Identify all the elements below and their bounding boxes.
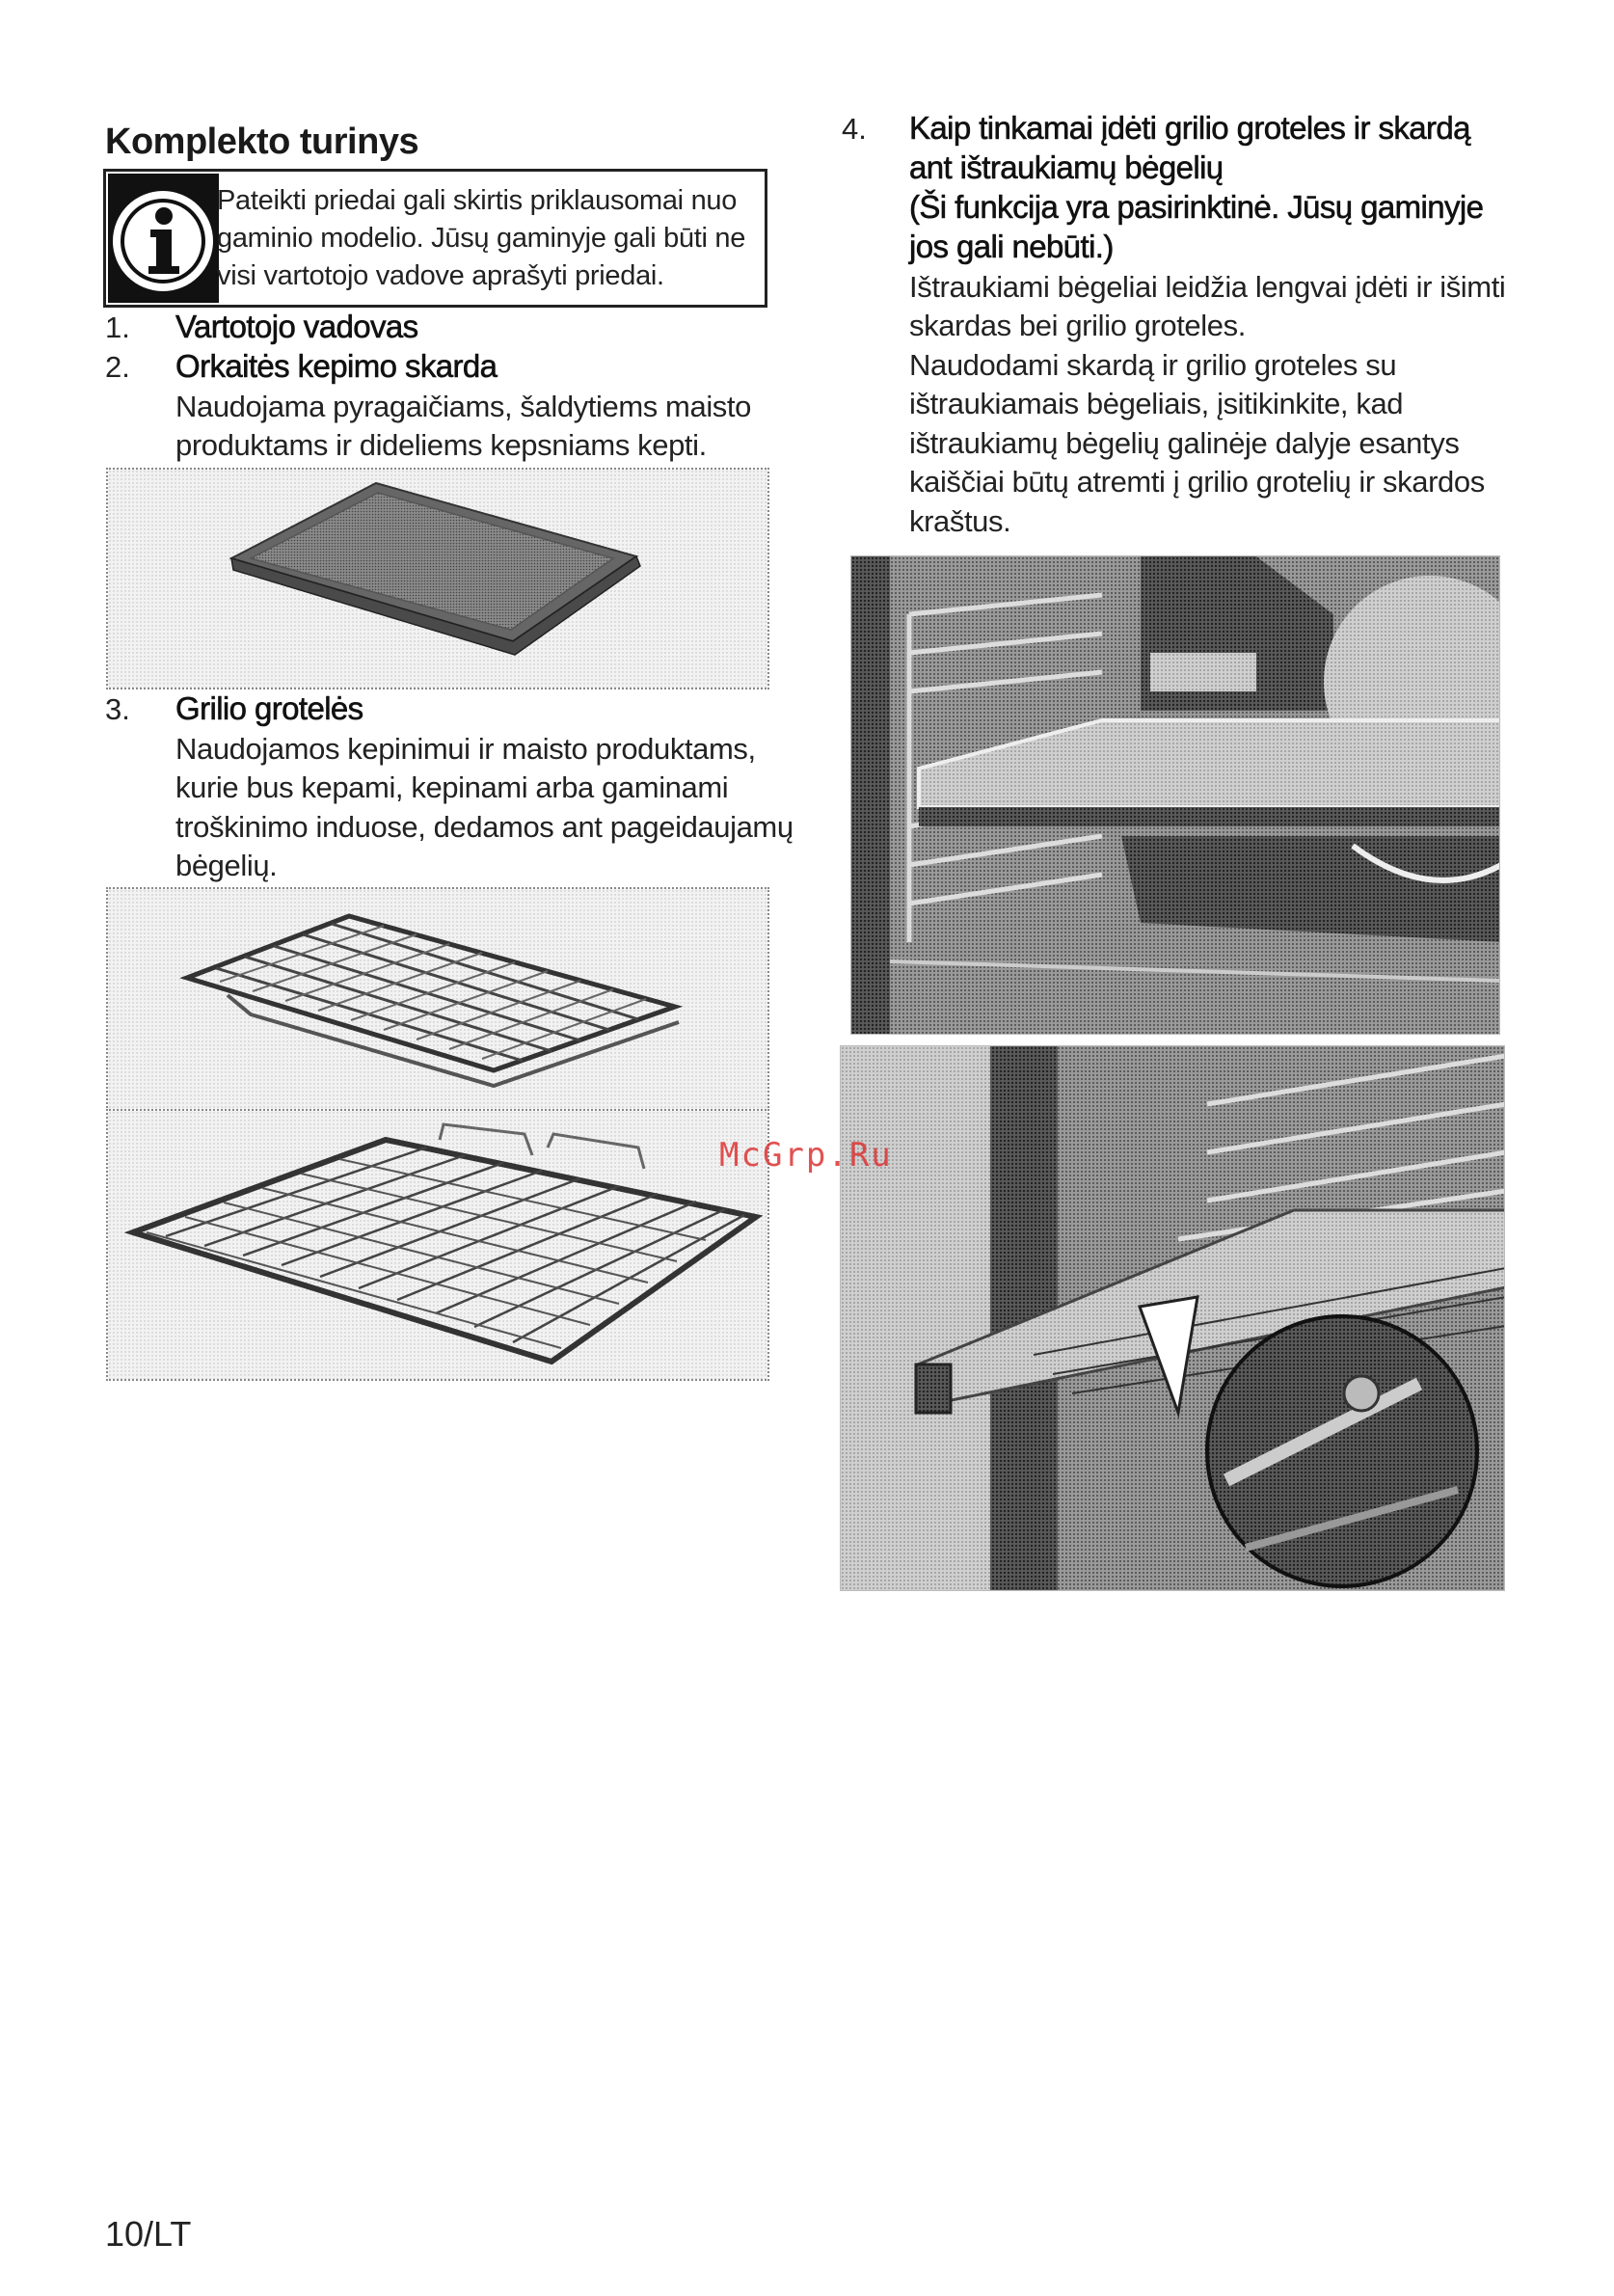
rail-pin-detail-photo [840, 1045, 1505, 1591]
item-4-body-line-6: kaiščiai būtų atremti į grilio grotelių ir skardos [909, 465, 1485, 499]
info-icon [108, 174, 219, 303]
item-3-body-line-4: bėgelių. [175, 849, 278, 882]
item-4-title-line-4: jos gali nebūti.) [909, 229, 1114, 264]
page-number: 10/LT [105, 2214, 192, 2254]
item-2-body-line-2: produktams ir dideliems kepsniams kepti. [175, 428, 707, 462]
note-line-1: Pateikti priedai gali skirtis priklausomai nuo [217, 185, 738, 216]
item-4-number: 4. [842, 112, 867, 146]
oven-tray-rails-photo [850, 555, 1500, 1035]
item-1-title: Vartotojo vadovas [175, 309, 418, 344]
item-4-title-line-3: (Ši funkcija yra pasirinktinė. Jūsų gaminyje [909, 189, 1484, 225]
item-4-body-line-2: skardas bei grilio groteles. [909, 309, 1246, 342]
section-heading: Komplekto turinys [105, 122, 419, 162]
item-2-title: Orkaitės kepimo skarda [175, 348, 498, 384]
grill-rack-figure-1 [106, 887, 769, 1111]
item-4-body-line-1: Ištraukiami bėgeliai leidžia lengvai įdėti ir išimti [909, 270, 1506, 304]
note-line-3: visi vartotojo vadove aprašyti priedai. [217, 260, 664, 291]
item-4-title-line-2: ant ištraukiamų bėgelių [909, 149, 1224, 185]
item-3-title: Grilio grotelės [175, 690, 363, 726]
item-2-body-line-1: Naudojama pyragaičiams, šaldytiems maisto [175, 390, 751, 423]
item-4-body-line-5: ištraukiamų bėgelių galinėje dalyje esantys [909, 426, 1460, 460]
item-3-body-line-1: Naudojamos kepinimui ir maisto produktams, [175, 732, 756, 766]
item-1-number: 1. [105, 311, 130, 344]
baking-tray-figure [106, 468, 769, 689]
item-4-title-line-1: Kaip tinkamai įdėti grilio groteles ir skardą [909, 110, 1470, 146]
item-3-body-line-2: kurie bus kepami, kepinami arba gaminami [175, 770, 729, 804]
watermark-text: McGrp.Ru [719, 1136, 893, 1175]
item-4-body-line-3: Naudodami skardą ir grilio groteles su [909, 348, 1397, 382]
item-2-number: 2. [105, 350, 130, 384]
item-3-body-line-3: troškinimo induose, dedamos ant pageidaujamų [175, 810, 794, 844]
item-4-body-line-4: ištraukiamais bėgeliais, įsitikinkite, kad [909, 387, 1404, 420]
info-note-box [103, 169, 767, 308]
grill-rack-figure-2 [106, 1109, 769, 1381]
item-4-body-line-7: kraštus. [909, 504, 1011, 538]
note-line-2: gaminio modelio. Jūsų gaminyje gali būti ne [217, 223, 746, 254]
item-3-number: 3. [105, 692, 130, 726]
